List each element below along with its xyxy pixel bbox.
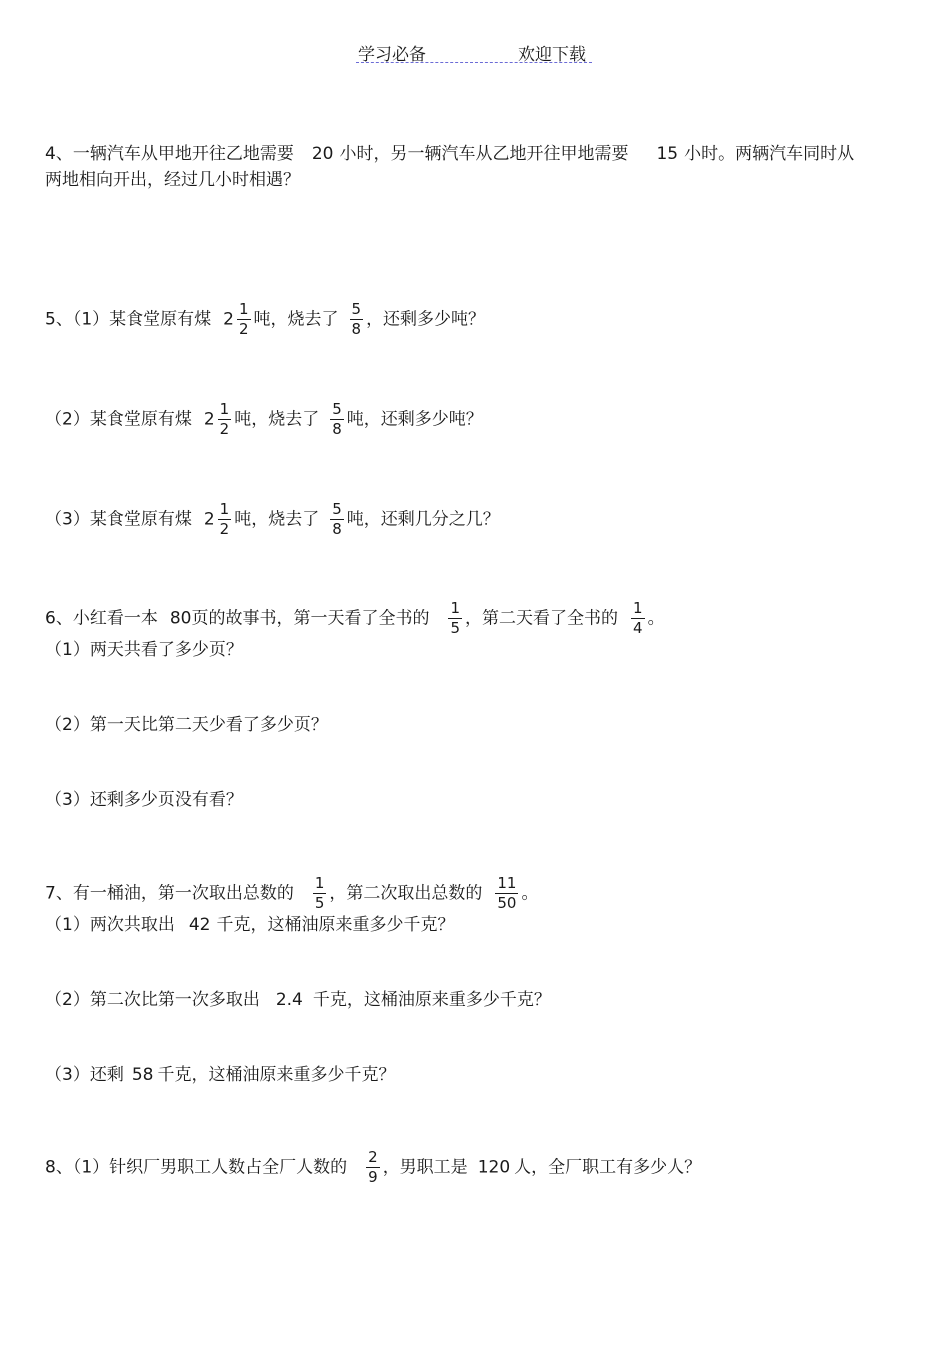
q5-p3-prefix: （3）某食堂原有煤 xyxy=(45,509,192,530)
q6-sub2: （2）第一天比第二天少看了多少页？ xyxy=(45,715,328,735)
q7-s3-num: 58 xyxy=(131,1065,154,1085)
denominator: 50 xyxy=(497,894,517,912)
fraction xyxy=(218,502,232,537)
q4-text-a: 4、一辆汽车从甲地开往乙地需要 xyxy=(45,144,294,164)
q5-text-burn: 吨，烧去了 xyxy=(234,509,320,530)
q7-s2-text-a: （2）第二次比第一次多取出 xyxy=(45,990,260,1010)
fraction xyxy=(448,601,462,636)
numerator: 5 xyxy=(332,400,342,418)
numerator: 1 xyxy=(314,874,325,892)
q7-s2-num: 2.4 xyxy=(275,990,303,1010)
q6-text-c: ，第二天看了全书的 xyxy=(465,608,619,629)
q8-text-a: 8、（1）针织厂男职工人数占全厂人数的 xyxy=(45,1157,348,1178)
q8-text-b: ，男职工是 xyxy=(382,1157,468,1178)
q4-num-1: 20 xyxy=(311,144,334,164)
header-right: 欢迎下载 xyxy=(518,45,586,65)
denominator: 8 xyxy=(351,320,362,338)
q6-text-end: 。 xyxy=(647,608,665,629)
q5-part1 xyxy=(45,302,485,337)
q7-text-a: 7、有一桶油，第一次取出总数的 xyxy=(45,883,294,904)
fraction xyxy=(330,402,344,437)
q8-text-c: 人，全厂职工有多少人？ xyxy=(514,1157,702,1178)
q4-num-2: 15 xyxy=(656,144,679,164)
fraction xyxy=(495,876,518,911)
numerator: 11 xyxy=(497,874,517,892)
q6-text-a: 6、小红看一本 xyxy=(45,608,158,629)
numerator: 1 xyxy=(450,599,461,617)
q4-text-b: 小时，另一辆汽车从乙地开往甲地需要 xyxy=(339,144,629,164)
q5-text-burn: 吨，烧去了 xyxy=(253,309,339,330)
q7-sub3 xyxy=(45,1065,395,1085)
q5-p1-suffix: ，还剩多少吨？ xyxy=(366,309,486,330)
fraction xyxy=(237,302,251,337)
numerator: 2 xyxy=(368,1148,378,1166)
q5-p3-suffix: 吨，还剩几分之几？ xyxy=(346,509,500,530)
numerator: 1 xyxy=(633,599,643,617)
q5-part2 xyxy=(45,402,483,437)
q7-sub2 xyxy=(45,990,551,1010)
q7-s2-text-b: 千克，这桶油原来重多少千克？ xyxy=(312,990,551,1010)
denominator: 5 xyxy=(450,619,461,637)
mixed-whole: 2 xyxy=(203,509,215,530)
q7-s1-text-b: 千克，这桶油原来重多少千克？ xyxy=(216,915,455,935)
fraction xyxy=(218,402,232,437)
denominator: 8 xyxy=(332,520,342,538)
fraction xyxy=(631,601,645,636)
mixed-whole: 2 xyxy=(223,309,234,330)
q7-text-end: 。 xyxy=(521,883,539,904)
q4-text-c: 小时。两辆汽车同时从 xyxy=(684,144,855,164)
q4-line1 xyxy=(45,144,854,164)
fraction xyxy=(350,302,364,337)
q5-text-burn: 吨，烧去了 xyxy=(234,409,320,430)
fraction xyxy=(366,1150,380,1185)
q6-stem xyxy=(45,601,665,636)
numerator: 5 xyxy=(351,300,362,318)
q5-p2-prefix: （2）某食堂原有煤 xyxy=(45,409,192,430)
denominator: 2 xyxy=(219,420,230,438)
numerator: 1 xyxy=(238,300,249,318)
q5-p2-suffix: 吨，还剩多少吨？ xyxy=(346,409,483,430)
q7-s3-text-b: 千克，这桶油原来重多少千克？ xyxy=(157,1065,396,1085)
numerator: 1 xyxy=(219,500,230,518)
q7-stem xyxy=(45,876,538,911)
fraction xyxy=(313,876,327,911)
q5-part3 xyxy=(45,502,500,537)
q5-p1-prefix: 5、（1）某食堂原有煤 xyxy=(45,309,212,330)
page-header xyxy=(356,40,592,63)
q7-s1-num: 42 xyxy=(188,915,211,935)
q8-num: 120 xyxy=(477,1157,511,1178)
denominator: 9 xyxy=(368,1168,378,1186)
q6-sub3: （3）还剩多少页没有看？ xyxy=(45,790,243,810)
numerator: 1 xyxy=(219,400,230,418)
denominator: 2 xyxy=(238,320,249,338)
denominator: 2 xyxy=(219,520,230,538)
q7-s3-text-a: （3）还剩 xyxy=(45,1065,124,1085)
mixed-whole: 2 xyxy=(203,409,215,430)
q7-s1-text-a: （1）两次共取出 xyxy=(45,915,175,935)
q6-sub1: （1）两天共看了多少页？ xyxy=(45,640,243,660)
denominator: 8 xyxy=(332,420,342,438)
q7-text-b: ，第二次取出总数的 xyxy=(329,883,483,904)
q8-stem xyxy=(45,1150,701,1185)
q4-line2: 两地相向开出，经过几小时相遇？ xyxy=(45,170,300,190)
numerator: 5 xyxy=(332,500,342,518)
q7-sub1 xyxy=(45,915,454,935)
mixed-number xyxy=(204,402,234,437)
denominator: 5 xyxy=(314,894,325,912)
q6-text-b: 页的故事书，第一天看了全书的 xyxy=(191,608,430,629)
header-left: 学习必备 xyxy=(358,45,426,65)
q6-pages: 80 xyxy=(169,608,192,629)
mixed-number xyxy=(223,302,253,337)
mixed-number xyxy=(204,502,234,537)
fraction xyxy=(330,502,344,537)
denominator: 4 xyxy=(633,619,643,637)
